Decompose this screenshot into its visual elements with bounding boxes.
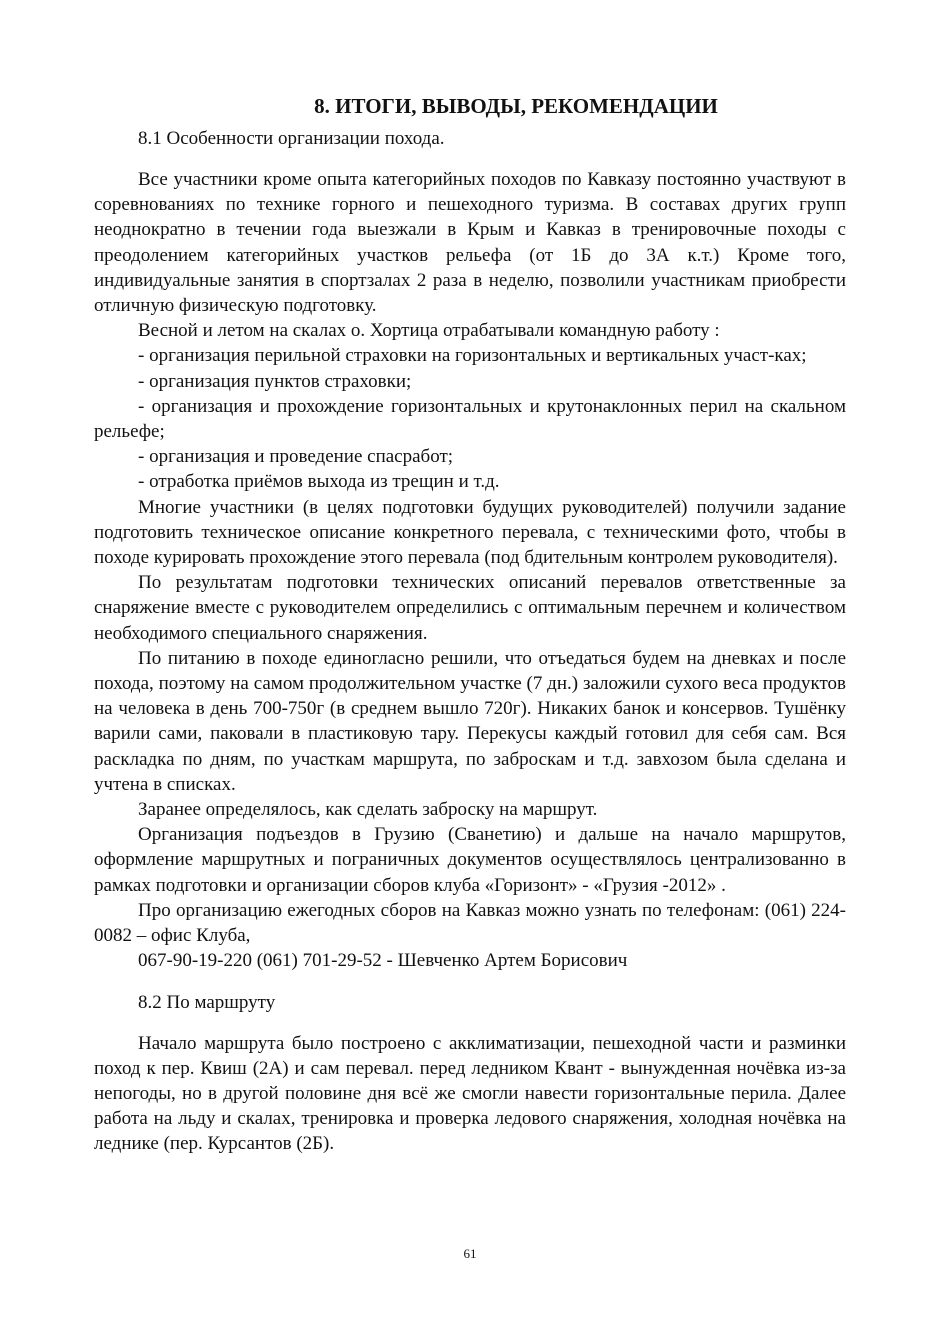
paragraph: Весной и летом на скалах о. Хортица отрабатывали командную работу : <box>138 320 720 342</box>
spacer <box>94 974 846 990</box>
list-item: - организация и прохождение горизонтальных и крутонаклонных перил на скальном рельефе; <box>94 395 846 443</box>
paragraph: Все участники кроме опыта категорийных походов по Кавказу постоянно участвуют в соревнованиях по технике горного и пешеходного туризма. В составах других групп неоднократно в течении года выезжали в Крым и Кавказ в тренировочные походы с преодолением категорийных участков рельефа (от 1Б до 3А к.т.) Кроме того, индивидуальные занятия в спортзалах 2 раза в неделю, позволили участникам приобрести отличную физическую подготовку. <box>94 169 846 317</box>
section-heading-8-2: 8.2 По маршруту <box>138 991 276 1013</box>
section-heading-8-1: 8.1 Особенности организации похода. <box>138 128 445 149</box>
paragraph: По питанию в походе единогласно решили, что отъедаться будем на дневках и после похода, поэтому на самом продолжительном участке (7 дн.) заложили сухого веса продуктов на человека в день 700-750г (в среднем вышло 720г). Никаких банок и консервов. Тушёнку варили сами, паковали в пластиковую тару. Перекусы каждый готовил для себя сам. Вся раскладка по дням, по участкам маршрута, по заброскам и т.д. завхозом была сделана и учтена в списках. <box>94 647 846 795</box>
list-item: - организация и проведение спасработ; <box>138 446 454 468</box>
list-item: - отработка приёмов выхода из трещин и т.д. <box>138 471 500 493</box>
paragraph: Заранее определялось, как сделать заброску на маршрут. <box>138 799 598 821</box>
list-item: - организация пунктов страховки; <box>138 370 412 392</box>
paragraph: По результатам подготовки технических описаний перевалов ответственные за снаряжение вместе с руководителем определились с оптимальным перечнем и количеством необходимого специального снаряжения. <box>94 572 846 644</box>
paragraph: Многие участники (в целях подготовки будущих руководителей) получили задание подготовить техническое описание конкретного перевала, с техническими фото, чтобы в походе курировать прохождение этого перевала (под бдительным контролем руководителя). <box>94 496 846 569</box>
paragraph: Начало маршрута было построено с акклиматизации, пешеходной части и разминки поход к пер. Квиш (2А) и сам перевал. перед ледником Квант - вынужденная ночёвка из-за непогоды, но в другой половине дня всё же смогли навести горизонтальные перила. Далее работа на льду и скалах, тренировка и проверка ледового снаряжения, холодная ночёвка на леднике (пер. Курсантов (2Б). <box>94 1032 846 1155</box>
page-title: 8. ИТОГИ, ВЫВОДЫ, РЕКОМЕНДАЦИИ <box>314 94 718 118</box>
paragraph: Организация подъездов в Грузию (Сванетию) и дальше на начало маршрутов, оформление маршрутных и пограничных документов осуществлялось централизованно в рамках подготовки и организации сборов клуба «Горизонт» - «Грузия -2012» . <box>94 824 846 896</box>
document-page <box>94 92 846 1157</box>
spacer <box>94 1015 846 1031</box>
page-number: 61 <box>463 1246 477 1261</box>
list-item: - организация перильной страховки на горизонтальных и вертикальных участ-ках; <box>138 345 807 367</box>
paragraph: Про организацию ежегодных сборов на Кавказ можно узнать по телефонам: (061) 224-0082 – офис Клуба, <box>94 899 846 947</box>
spacer <box>94 151 846 167</box>
contact-phone-line: 067-90-19-220 (061) 701-29-52 - Шевченко Артем Борисович <box>138 950 628 972</box>
